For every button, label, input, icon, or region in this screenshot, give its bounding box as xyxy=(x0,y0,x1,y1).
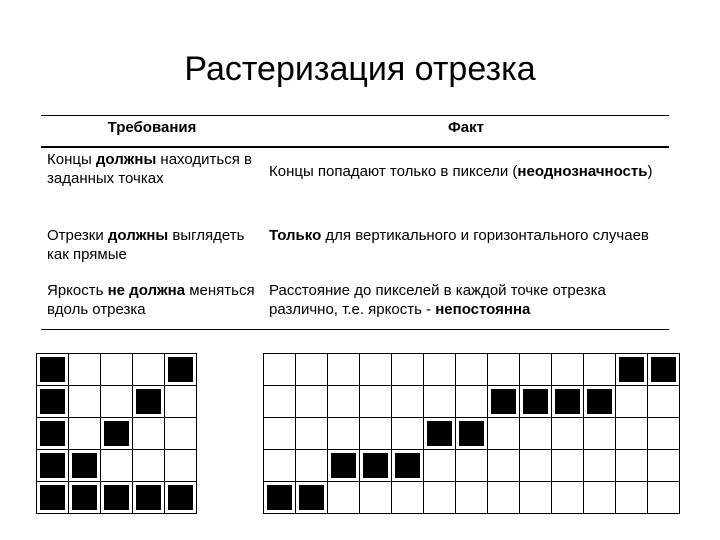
row-2-requirement: Отрезки должны выглядеть как прямые xyxy=(47,227,245,263)
grid-cell xyxy=(424,450,456,482)
grid-cell xyxy=(360,482,392,514)
filled-pixel xyxy=(72,453,97,478)
grid-cell xyxy=(392,418,424,450)
grid-cell xyxy=(584,450,616,482)
grid-cell xyxy=(392,482,424,514)
grid-fact-svg xyxy=(263,353,680,514)
requirements-table xyxy=(41,115,669,330)
grid-cell xyxy=(133,354,165,386)
grid-cell xyxy=(584,418,616,450)
filled-pixel xyxy=(40,389,65,414)
grid-cell xyxy=(133,418,165,450)
filled-pixel xyxy=(104,421,129,446)
grid-requirements xyxy=(36,353,197,514)
filled-pixel xyxy=(651,357,676,382)
grid-cell xyxy=(456,354,488,386)
grid-cell xyxy=(456,450,488,482)
grid-cell xyxy=(69,354,101,386)
grid-cell xyxy=(456,482,488,514)
row-3-fact: Расстояние до пикселей в каждой точке отрезка различно, т.е. яркость - непостоянна xyxy=(269,282,606,318)
grid-cell xyxy=(552,418,584,450)
grid-cell xyxy=(296,354,328,386)
grid-cell xyxy=(328,482,360,514)
grid-cell xyxy=(520,418,552,450)
filled-pixel xyxy=(619,357,644,382)
grid-cell xyxy=(328,418,360,450)
filled-pixel xyxy=(427,421,452,446)
row-1-requirement: Концы должны находиться в заданных точках xyxy=(47,151,252,187)
grid-cell xyxy=(616,450,648,482)
filled-pixel xyxy=(267,485,292,510)
filled-pixel xyxy=(136,389,161,414)
grid-cell xyxy=(296,418,328,450)
grid-cell xyxy=(133,450,165,482)
grid-cell xyxy=(296,450,328,482)
grid-cell xyxy=(584,354,616,386)
grid-cell xyxy=(584,482,616,514)
grid-cell xyxy=(488,418,520,450)
grid-cell xyxy=(488,482,520,514)
filled-pixel xyxy=(40,357,65,382)
filled-pixel xyxy=(363,453,388,478)
filled-pixel xyxy=(168,357,193,382)
grid-cell xyxy=(488,354,520,386)
grid-cell xyxy=(456,386,488,418)
row-3-requirement: Яркость не должна меняться вдоль отрезка xyxy=(47,282,255,318)
filled-pixel xyxy=(395,453,420,478)
filled-pixel xyxy=(104,485,129,510)
grid-requirements-svg xyxy=(36,353,197,514)
filled-pixel xyxy=(587,389,612,414)
grid-cell xyxy=(360,418,392,450)
grid-cell xyxy=(616,386,648,418)
row-2-fact: Только для вертикального и горизонтального случаев xyxy=(269,227,649,244)
grid-cell xyxy=(648,482,680,514)
grid-cell xyxy=(328,354,360,386)
grid-cell xyxy=(264,450,296,482)
grid-cell xyxy=(165,450,197,482)
filled-pixel xyxy=(40,453,65,478)
filled-pixel xyxy=(331,453,356,478)
filled-pixel xyxy=(555,389,580,414)
grid-cell xyxy=(648,450,680,482)
grid-cell xyxy=(264,354,296,386)
grid-cell xyxy=(552,450,584,482)
grid-cell xyxy=(520,450,552,482)
grid-cell xyxy=(296,386,328,418)
filled-pixel xyxy=(299,485,324,510)
grid-cell xyxy=(520,482,552,514)
grid-cell xyxy=(165,386,197,418)
grid-cell xyxy=(392,386,424,418)
filled-pixel xyxy=(40,421,65,446)
grid-cell xyxy=(360,386,392,418)
header-requirements: Требования xyxy=(107,119,197,136)
filled-pixel xyxy=(136,485,161,510)
filled-pixel xyxy=(40,485,65,510)
row-1-fact: Концы попадают только в пиксели (неоднозначность) xyxy=(269,163,653,180)
grid-cell xyxy=(360,354,392,386)
grid-cell xyxy=(264,418,296,450)
grid-cell xyxy=(648,418,680,450)
grid-cell xyxy=(552,482,584,514)
grid-cell xyxy=(101,386,133,418)
grid-cell xyxy=(69,418,101,450)
grid-cell xyxy=(488,450,520,482)
grid-cell xyxy=(101,354,133,386)
filled-pixel xyxy=(523,389,548,414)
grid-cell xyxy=(648,386,680,418)
filled-pixel xyxy=(459,421,484,446)
grid-cell xyxy=(165,418,197,450)
grid-cell xyxy=(69,386,101,418)
grid-cell xyxy=(424,354,456,386)
filled-pixel xyxy=(491,389,516,414)
header-fact: Факт xyxy=(448,119,484,136)
grid-fact xyxy=(263,353,682,514)
grid-cell xyxy=(520,354,552,386)
grid-cell xyxy=(424,386,456,418)
grid-cell xyxy=(392,354,424,386)
grid-cell xyxy=(101,450,133,482)
grid-cell xyxy=(552,354,584,386)
filled-pixel xyxy=(72,485,97,510)
slide-title: Растеризация отрезка xyxy=(184,50,536,88)
grid-cell xyxy=(328,386,360,418)
grid-cell xyxy=(616,482,648,514)
filled-pixel xyxy=(168,485,193,510)
grid-cell xyxy=(264,386,296,418)
grid-cell xyxy=(424,482,456,514)
grid-cell xyxy=(616,418,648,450)
